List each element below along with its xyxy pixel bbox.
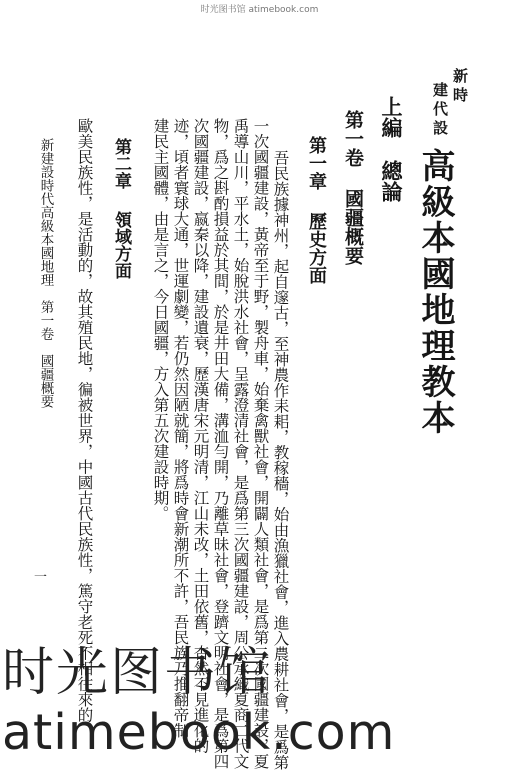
chapter-2-body-line: 歐美民族性，是活動的，故其殖民地，徧被世界，中國古代民族性，篤守老死不相往來的	[75, 118, 94, 723]
part-heading	[381, 96, 402, 202]
watermark-chinese: 时光图书馆	[2, 643, 273, 703]
chapter-1-heading	[307, 136, 325, 284]
page-number: 一	[34, 570, 48, 585]
chapter-1-body-line: 次國疆建設，嬴秦以降，建設遺衰，歷漢唐宋元明清，江山未改，土田依舊，杳然不見進化的	[191, 118, 210, 754]
chapter-1-body-line: 一次國疆建設，黃帝至于野，製舟車，始棄禽獸社會，開闢人類社會，是爲第二次國疆建設，夏	[251, 118, 270, 769]
site-header: 时光图书馆 atimebook.com	[200, 5, 319, 15]
part-name: 總論	[379, 160, 404, 202]
chapter-1-body-line: 吾民族據神州，起自邃古，至神農作耒耜，教稼穡，始由漁獵社會，進入農耕社會，是爲第	[271, 150, 290, 770]
volume-heading	[343, 110, 362, 265]
chapter-2-name: 領域方面	[111, 211, 131, 279]
book-title: 高級本國地理教本	[415, 148, 455, 436]
chapter-1-label: 第一章	[306, 136, 327, 190]
chapter-1-body-line: 物，爲之斟酌損益於其間，於是井田大備，溝洫勻開，乃離草昧社會，登躋文明社會，是爲第四	[211, 118, 230, 769]
chapter-1-body-line: 迹，頃者寰球大通，世運劇變，若仍然因陋就簡，將爲時會新潮所不許，吾民族乃推翻帝制，	[171, 118, 190, 754]
part-label: 上編	[379, 96, 404, 138]
watermark-url: atimebook.com	[2, 704, 396, 761]
series-title-line-1: 新時	[451, 68, 469, 106]
chapter-2-heading	[112, 138, 129, 279]
chapter-2-label: 第二章	[111, 138, 131, 189]
series-title-line-2: 建代設	[431, 82, 449, 139]
chapter-1-body-line: 建民主國體，由是言之，今日國疆，方入第五次建設時期。	[151, 118, 170, 521]
chapter-1-name: 歷史方面	[306, 212, 327, 284]
chapter-1-body-line: 禹導山川，平水土，始脫洪水社會，呈露澄清社會，是爲第三次國疆建設，周公承織夏商二代文	[231, 118, 250, 769]
volume-name: 國疆概要	[342, 189, 364, 265]
volume-label: 第一卷	[342, 110, 364, 167]
running-footer: 新建設時代高級本國地理 第一卷 國疆概要	[37, 138, 54, 408]
